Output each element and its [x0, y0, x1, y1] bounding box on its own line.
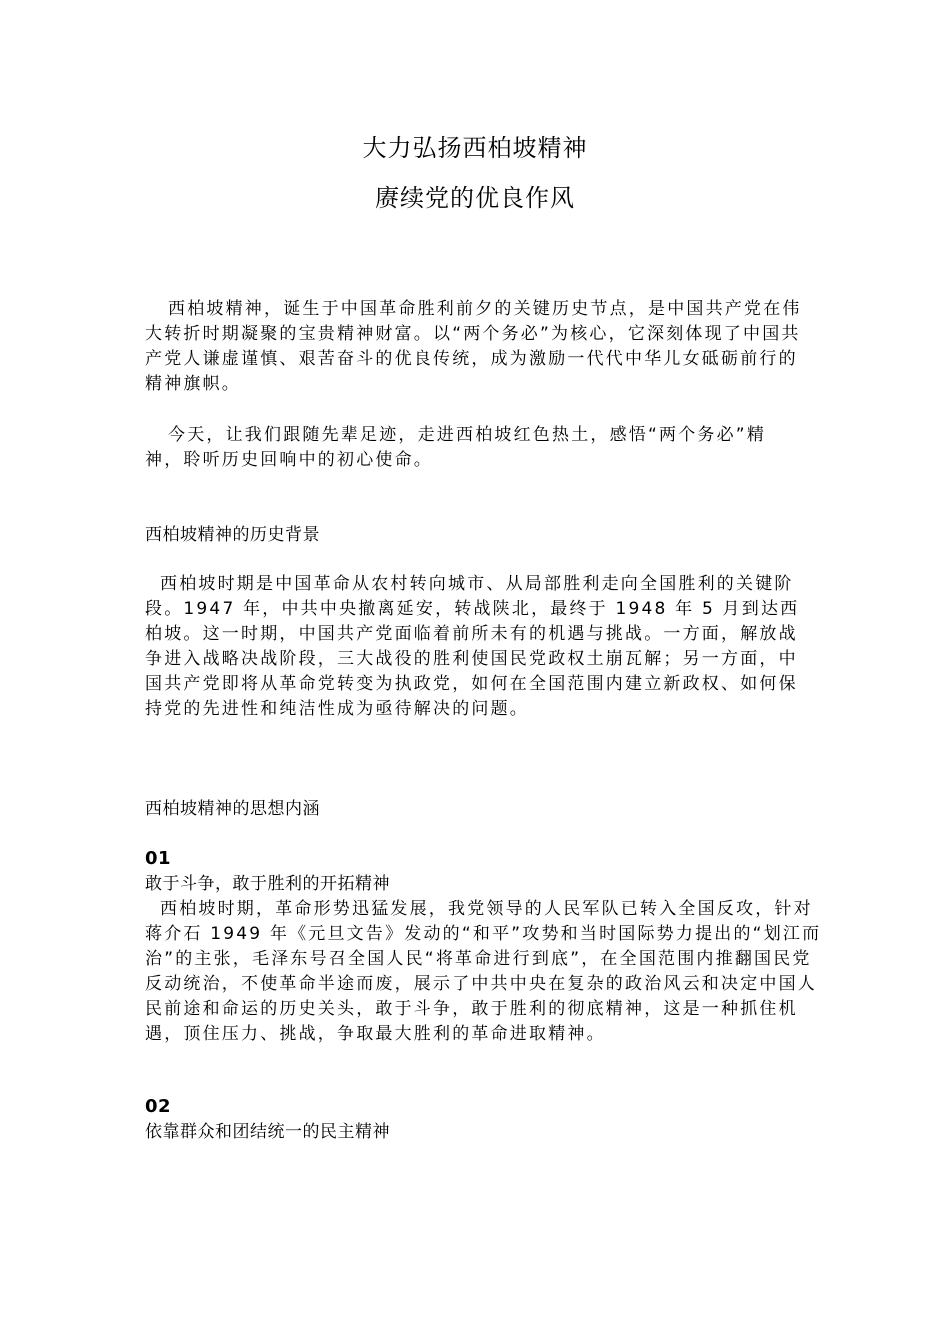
item-paragraph-01: 西柏坡时期，革命形势迅猛发展，我党领导的人民军队已转入全国反攻，针对蒋介石 1949 年《元旦文告》发动的“和平”攻势和当时国际势力提出的“划江而治”的主张，毛泽东号召全国人民“将革命进行到底”，在全国范围内推翻国民党反动统治，不使革命半途而废，展示了中共中央在复杂的政治风云和决定中国人民前途和命运的历史关头，敢于斗争，敢于胜利的彻底精神，这是一种抓住机遇，顶住压力、挑战，争取最大胜利的革命进取精神。 [145, 899, 822, 1044]
background-paragraph: 西柏坡时期是中国革命从农村转向城市、从局部胜利走向全国胜利的关键阶段。1947 年，中共中央撤离延安，转战陕北，最终于 1948 年 5 月到达西柏坡。这一时期，中国共产党面临着前所未有的机遇与挑战。一方面，解放战争进入战略决战阶段，三大战役的胜利使国民党政权土崩瓦解；另一方面，中国共产党即将从革命党转变为执政党，如何在全国范围内建立新政权、如何保持党的先进性和纯洁性成为亟待解决的问题。 [145, 574, 800, 719]
section-heading-content: 西柏坡精神的思想内涵 [145, 799, 320, 819]
title-line-1: 大力弘扬西柏坡精神 [362, 134, 588, 162]
intro-paragraph-2: 今天，让我们跟随先辈足迹，走进西柏坡红色热土，感悟“两个务必”精神，聆听历史回响中的初心使命。 [145, 425, 767, 470]
item-number-02: 02 [145, 1096, 172, 1117]
title-line-2: 赓续党的优良作风 [375, 184, 575, 212]
item-subtitle-02: 依靠群众和团结统一的民主精神 [145, 1122, 390, 1142]
intro-paragraph-1: 西柏坡精神，诞生于中国革命胜利前夕的关键历史节点，是中国共产党在伟大转折时期凝聚的宝贵精神财富。以“两个务必”为核心，它深刻体现了中国共产党人谦虚谨慎、艰苦奋斗的优良传统，成为激励一代代中华儿女砥砺前行的精神旗帜。 [145, 299, 802, 394]
section-heading-background: 西柏坡精神的历史背景 [145, 525, 320, 545]
item-subtitle-01: 敢于斗争，敢于胜利的开拓精神 [145, 874, 390, 894]
item-number-01: 01 [145, 848, 172, 869]
